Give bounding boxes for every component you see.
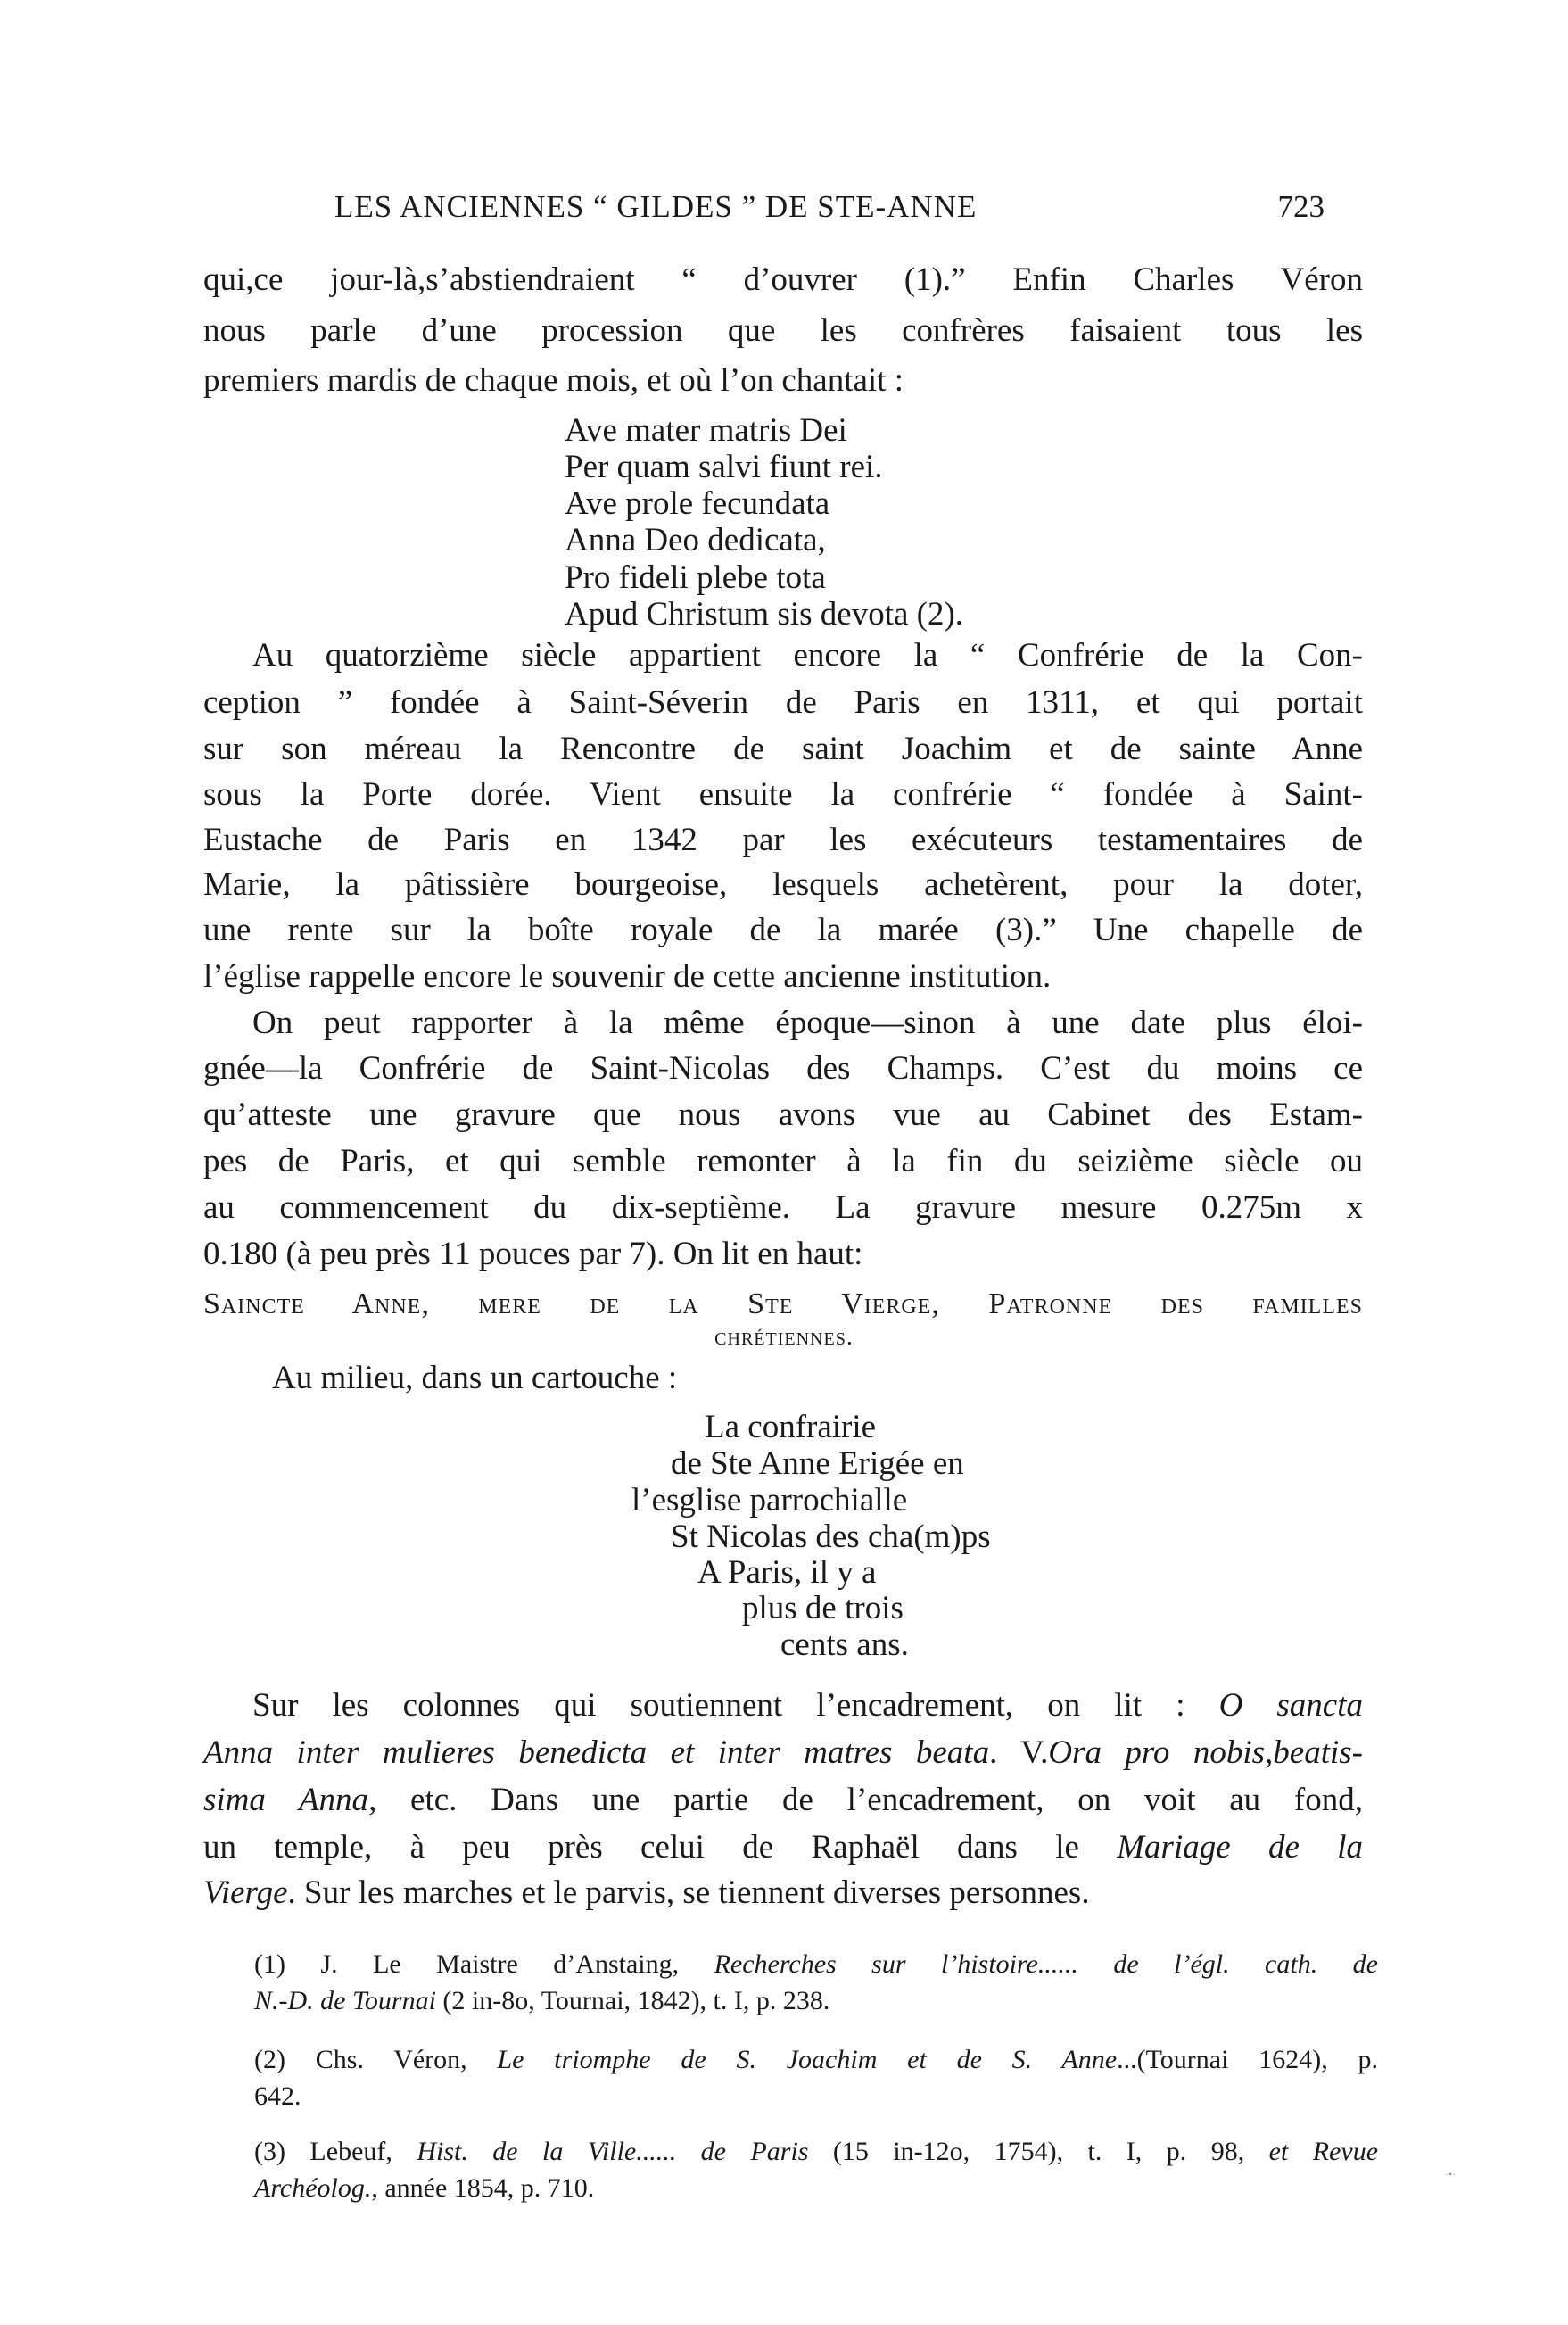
italic-run: Vierge [203, 1874, 288, 1911]
text-run: (15 in-12o, 1754), t. I, p. 98, [808, 2137, 1269, 2166]
footnote-1 [254, 1948, 1378, 1982]
italic-run: Anna inter mulieres benedicta et inter matres beata [203, 1734, 990, 1771]
inscription-line: Saincte Anne, mere de la Ste Vierge, Patronne des familles [203, 1287, 1363, 1320]
page-header [334, 189, 1325, 234]
footnote-2 [254, 2043, 1378, 2077]
body-line [252, 1686, 1363, 1725]
body-line: 0.180 (à peu près 11 pouces par 7). On lit en haut: [203, 1236, 863, 1272]
text-run: un temple, à peu près celui de Raphaël dans le [203, 1829, 1118, 1866]
body-line: On peut rapporter à la même époque—sinon à une date plus éloi- [252, 1005, 1363, 1041]
verse-line: Pro fideli plebe tota [565, 559, 826, 596]
cartouche-line: cents ans. [780, 1626, 909, 1663]
cartouche-line: St Nicolas des cha(m)ps [671, 1518, 991, 1555]
body-line: Marie, la pâtissière bourgeoise, lesquels achetèrent, pour la doter, [203, 866, 1363, 903]
body-line: pes de Paris, et qui semble remonter à la fin du seizième siècle ou [203, 1143, 1363, 1179]
body-line: Au quatorzième siècle appartient encore la “ Confrérie de la Con- [252, 637, 1363, 674]
body-line: sur son méreau la Rencontre de saint Joachim et de sainte Anne [203, 731, 1363, 767]
footnote-3-cont [254, 2172, 1378, 2205]
page-number: 723 [1277, 189, 1325, 224]
italic-run: Recherches sur l’histoire...... de l’égl. cath. de [714, 1949, 1378, 1979]
body-line: Au milieu, dans un cartouche : [272, 1360, 678, 1396]
cartouche-line: de Ste Anne Erigée en [671, 1445, 964, 1482]
cartouche-line: La confrairie [705, 1409, 877, 1445]
footnote-2-cont: 642. [254, 2081, 301, 2111]
verse-line: Apud Christum sis devota (2). [565, 596, 964, 633]
text-run: . Sur les marches et le parvis, se tiennent diverses personnes. [287, 1874, 1090, 1911]
italic-run: et Revue [1268, 2137, 1379, 2166]
text-run: (2 in-8o, Tournai, 1842), t. I, p. 238. [435, 1986, 830, 2015]
italic-run: sima Anna [203, 1782, 369, 1818]
inscription-line: chrétiennes. [714, 1323, 854, 1351]
italic-run: Archéolog. [254, 2173, 372, 2203]
body-line: qu’atteste une gravure que nous avons vue au Cabinet des Estam- [203, 1096, 1363, 1133]
footnote-1-cont [254, 1984, 1378, 2018]
text-run: , année 1854, p. 710. [371, 2173, 595, 2203]
running-title: LES ANCIENNES “ GILDES ” DE STE-ANNE [334, 189, 978, 224]
text-run: (1) J. Le Maistre d’Anstaing, [254, 1949, 714, 1979]
italic-run: O sancta [1218, 1687, 1363, 1724]
body-line: gnée—la Confrérie de Saint-Nicolas des Champs. C’est du moins ce [203, 1050, 1363, 1087]
italic-run: N.-D. de Tournai [254, 1986, 436, 2015]
verse-line: Ave mater matris Dei [565, 412, 847, 449]
body-line: ception ” fondée à Saint-Séverin de Paris en 1311, et qui portait [203, 684, 1363, 721]
verse-line: Ave prole fecundata [565, 485, 830, 522]
italic-run: Ora pro nobis,beatis- [1048, 1734, 1363, 1771]
text-run: . V. [989, 1734, 1049, 1771]
body-line [203, 1733, 1363, 1773]
verse-line: Per quam salvi fiunt rei. [565, 449, 883, 485]
body-line: au commencement du dix-septième. La gravure mesure 0.275m x [203, 1189, 1363, 1226]
scan-speck: ·•· [1445, 2168, 1457, 2180]
body-line [203, 1781, 1363, 1820]
cartouche-line: A Paris, il y a [697, 1554, 877, 1591]
italic-run: Hist. de la Ville...... de Paris [417, 2137, 809, 2166]
body-line [203, 1828, 1363, 1867]
text-run: ...(Tournai 1624), p. [1117, 2045, 1378, 2074]
body-line: premiers mardis de chaque mois, et où l’on chantait : [203, 362, 904, 399]
cartouche-line: l’esglise parrochialle [631, 1482, 908, 1518]
text-run: (3) Lebeuf, [254, 2137, 417, 2166]
body-line: sous la Porte dorée. Vient ensuite la confrérie “ fondée à Saint- [203, 776, 1363, 813]
body-line: nous parle d’une procession que les confrères faisaient tous les [203, 312, 1363, 349]
body-line [203, 1874, 1363, 1913]
body-line: l’église rappelle encore le souvenir de cette ancienne institution. [203, 958, 1052, 995]
text-run: (2) Chs. Véron, [254, 2045, 498, 2074]
verse-line: Anna Deo dedicata, [565, 522, 826, 558]
italic-run: Le triomphe de S. Joachim et de S. Anne [497, 2045, 1118, 2074]
body-line: une rente sur la boîte royale de la marée (3).” Une chapelle de [203, 912, 1363, 948]
footnote-3 [254, 2135, 1378, 2169]
body-line: Eustache de Paris en 1342 par les exécuteurs testamentaires de [203, 822, 1363, 858]
italic-run: Mariage de la [1117, 1829, 1364, 1866]
body-line: qui,ce jour-là,s’abstiendraient “ d’ouvrer (1).” Enfin Charles Véron [203, 261, 1363, 298]
cartouche-line: plus de trois [742, 1590, 904, 1626]
text-run: Sur les colonnes qui soutiennent l’encadrement, on lit : [252, 1687, 1219, 1724]
text-run: , etc. Dans une partie de l’encadrement, on voit au fond, [368, 1782, 1363, 1818]
